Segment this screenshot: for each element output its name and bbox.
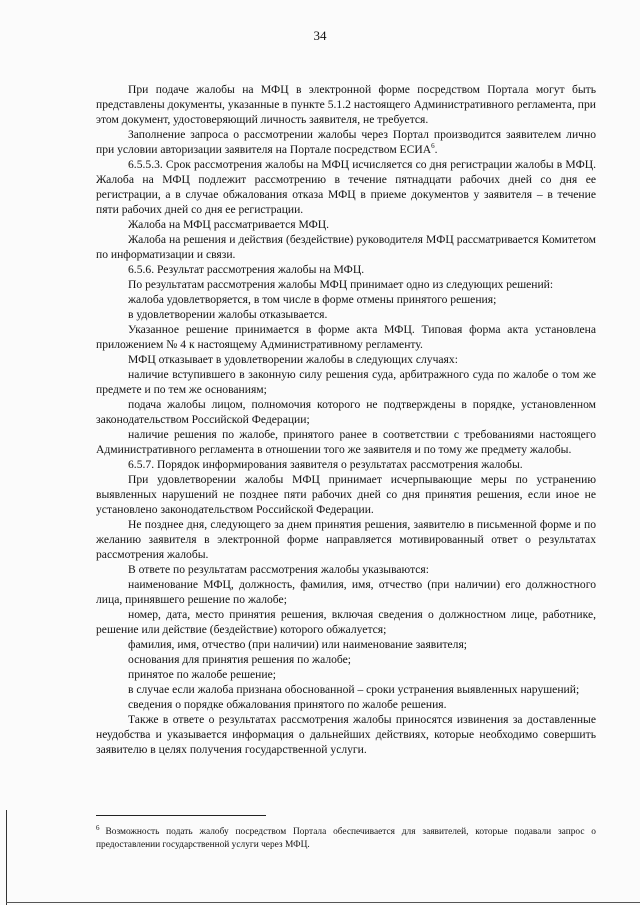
paragraph: Жалоба на решения и действия (бездействие) руководителя МФЦ рассматривается Комитетом по информатизации и связи. <box>96 233 596 261</box>
list-item: наименование МФЦ, должность, фамилия, имя, отчество (при наличии) его должностного лица, принявшего решение по жалобе; <box>96 578 596 606</box>
footnote <box>96 822 596 852</box>
section-heading: 6.5.6. Результат рассмотрения жалобы на МФЦ. <box>128 263 365 276</box>
paragraph: По результатам рассмотрения жалобы МФЦ принимает одно из следующих решений: <box>128 278 554 291</box>
footnote-marker: 6 <box>96 824 100 832</box>
section-heading: 6.5.7. Порядок информирования заявителя о результатах рассмотрения жалобы. <box>128 458 523 471</box>
footnote-reference: 6 <box>431 142 435 151</box>
body-text <box>96 82 596 757</box>
paragraph: Заполнение запроса о рассмотрении жалобы через Портал производится заявителем лично при условии авторизации заявителя на Портале посредством ЕСИА$^6$. <box>96 128 596 156</box>
list-item: в удовлетворении жалобы отказывается. <box>128 308 328 321</box>
list-item: подача жалобы лицом, полномочия которого не подтверждены в порядке, установленном законодательством Российской Федерации; <box>96 398 596 426</box>
paragraph: При удовлетворении жалобы МФЦ принимает исчерпывающие меры по устранению выявленных нарушений не позднее пяти рабочих дней со дня принятия решения, если иное не установлено законодательством Российской Федерации. <box>96 473 596 516</box>
page-number: 34 <box>313 28 327 43</box>
paragraph: Не позднее дня, следующего за днем принятия решения, заявителю в письменной форме и по желанию заявителя в электронной форме направляется мотивированный ответ о результатах рассмотрения жалобы. <box>96 518 596 561</box>
list-item: жалоба удовлетворяется, в том числе в форме отмены принятого решения; <box>128 293 497 306</box>
paragraph: 6.5.5.3. Срок рассмотрения жалобы на МФЦ исчисляется со дня регистрации жалобы в МФЦ. Жалоба на МФЦ подлежит рассмотрению в течение пятнадцати рабочих дней со дня ее регистрации, а в случае обжалования отказа МФЦ в приеме документов у заявителя – в течение пяти рабочих дней со дня ее регистрации. <box>96 158 596 216</box>
scan-edge-left <box>6 810 7 905</box>
list-item: наличие решения по жалобе, принятого ранее в соответствии с требованиями настоящего Административного регламента в отношении того же заявителя и по тому же предмету жалобы. <box>96 428 596 456</box>
paragraph: Также в ответе о результатах рассмотрения жалобы приносятся извинения за доставленные неудобства и указывается информация о дальнейших действиях, которые необходимо совершить заявителю в целях получения государственной услуги. <box>96 713 596 756</box>
paragraph-text: Заполнение запроса о рассмотрении жалобы через Портал производится заявителем лично при условии авторизации заявителя на Портале посредством ЕСИА <box>96 128 596 156</box>
list-item: фамилия, имя, отчество (при наличии) или наименование заявителя; <box>128 638 468 651</box>
paragraph: МФЦ отказывает в удовлетворении жалобы в следующих случаях: <box>128 353 458 366</box>
paragraph: В ответе по результатам рассмотрения жалобы указываются: <box>128 563 429 576</box>
footnote-divider <box>96 815 266 816</box>
footnote-text: Возможность подать жалобу посредством Портала обеспечивается для заявителей, которые подавали запрос о предоставлении государственной услуги через МФЦ. <box>96 827 596 851</box>
list-item: номер, дата, место принятия решения, включая сведения о должностном лице, работнике, решение или действие (бездействие) которого обжалуется; <box>96 608 596 636</box>
scan-edge-bottom <box>6 902 640 903</box>
paragraph: Указанное решение принимается в форме акта МФЦ. Типовая форма акта установлена приложением № 4 к настоящему Административному регламенту. <box>96 323 596 351</box>
list-item: принятое по жалобе решение; <box>128 668 276 681</box>
list-item: сведения о порядке обжалования принятого по жалобе решения. <box>128 698 447 711</box>
paragraph: При подаче жалобы на МФЦ в электронной форме посредством Портала могут быть представлены документы, указанные в пункте 5.1.2 настоящего Административного регламента, при этом документ, удостоверяющий личность заявителя, не требуется. <box>96 83 596 126</box>
list-item: основания для принятия решения по жалобе; <box>128 653 352 666</box>
list-item: наличие вступившего в законную силу решения суда, арбитражного суда по жалобе о том же предмете и по тем же основаниям; <box>96 368 596 396</box>
list-item: в случае если жалоба признана обоснованной – сроки устранения выявленных нарушений; <box>128 683 580 696</box>
paragraph: Жалоба на МФЦ рассматривается МФЦ. <box>128 218 330 231</box>
